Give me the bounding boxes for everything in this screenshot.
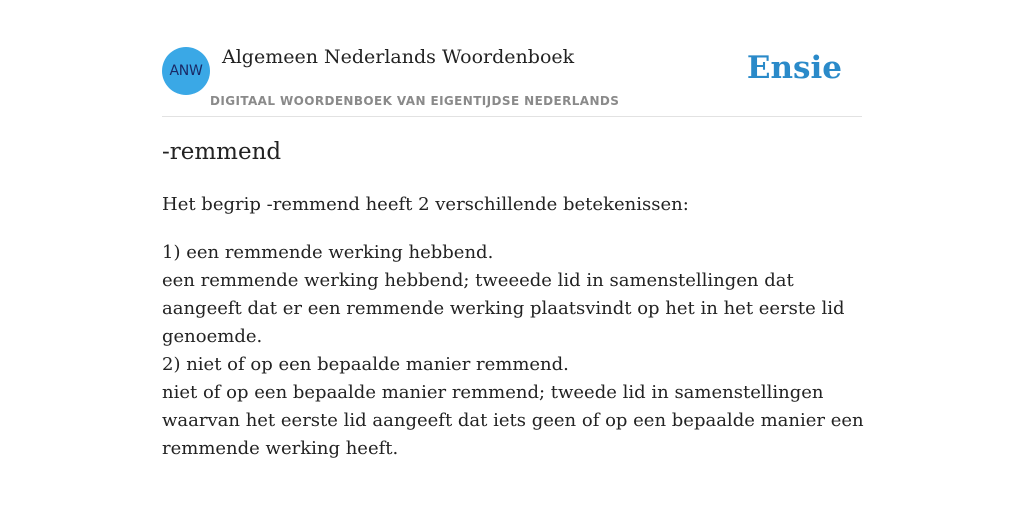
- site-header: [162, 0, 862, 117]
- anw-logo[interactable]: [162, 47, 210, 95]
- meaning-1: [162, 239, 867, 351]
- anw-logo-text: ANW: [169, 63, 203, 79]
- meaning-1-definition: een remmende werking hebbend; tweeede lid in samenstellingen dat aangeeft dat er een remmende werking plaatsvindt op het in het eerste lid genoemde.: [162, 270, 845, 347]
- dictionary-card: [162, 0, 862, 512]
- meaning-2-definition: niet of op een bepaalde manier remmend; tweede lid in samenstellingen waarvan het eerste lid aangeeft dat iets geen of op een bepaalde manier een remmende werking heeft.: [162, 382, 864, 459]
- site-subtitle: DIGITAAL WOORDENBOEK VAN EIGENTIJDSE NEDERLANDS: [210, 94, 620, 108]
- site-title[interactable]: Algemeen Nederlands Woordenboek: [222, 46, 575, 68]
- meaning-2-short: 2) niet of op een bepaalde manier remmend.: [162, 354, 569, 375]
- entry-headword: -remmend: [162, 139, 282, 165]
- meaning-1-short: 1) een remmende werking hebbend.: [162, 242, 494, 263]
- ensie-brand-link[interactable]: Ensie: [746, 50, 842, 86]
- entry-intro: Het begrip -remmend heeft 2 verschillende betekenissen:: [162, 194, 689, 215]
- meaning-2: [162, 351, 867, 463]
